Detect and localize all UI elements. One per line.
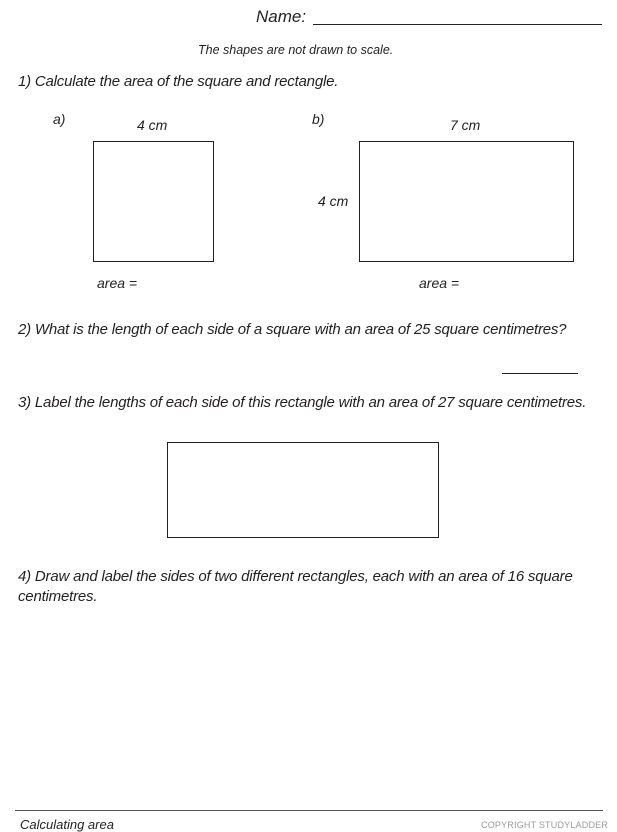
question-3-prompt: 3) Label the lengths of each side of this rectangle with an area of 27 square centimetres. <box>18 394 587 411</box>
question-2-prompt: 2) What is the length of each side of a square with an area of 25 square centimetres? <box>18 321 567 338</box>
rectangle-side-dimension: 4 cm <box>318 193 349 209</box>
question-3-rectangle <box>167 442 439 538</box>
rectangle-shape <box>359 141 574 262</box>
question-4-prompt-line-1: 4) Draw and label the sides of two different rectangles, each with an area of 16 square <box>18 568 573 585</box>
square-shape <box>93 141 214 262</box>
part-a-area-label: area = <box>97 275 138 291</box>
part-a-label: a) <box>53 111 66 127</box>
footer-copyright: COPYRIGHT STUDYLADDER <box>481 820 609 830</box>
name-answer-line[interactable] <box>313 24 602 25</box>
question-4-prompt-line-2: centimetres. <box>18 588 98 605</box>
question-2-answer-line[interactable] <box>502 373 578 374</box>
scale-note: The shapes are not drawn to scale. <box>198 43 394 57</box>
footer-topic: Calculating area <box>20 817 114 832</box>
part-b-label: b) <box>312 111 325 127</box>
part-b-area-label: area = <box>419 275 460 291</box>
footer-divider <box>15 810 603 811</box>
question-4-drawing-area[interactable] <box>18 612 602 797</box>
square-top-dimension: 4 cm <box>137 117 168 133</box>
rectangle-top-dimension: 7 cm <box>450 117 481 133</box>
question-1-prompt: 1) Calculate the area of the square and rectangle. <box>18 73 339 90</box>
name-label: Name: <box>256 7 307 26</box>
